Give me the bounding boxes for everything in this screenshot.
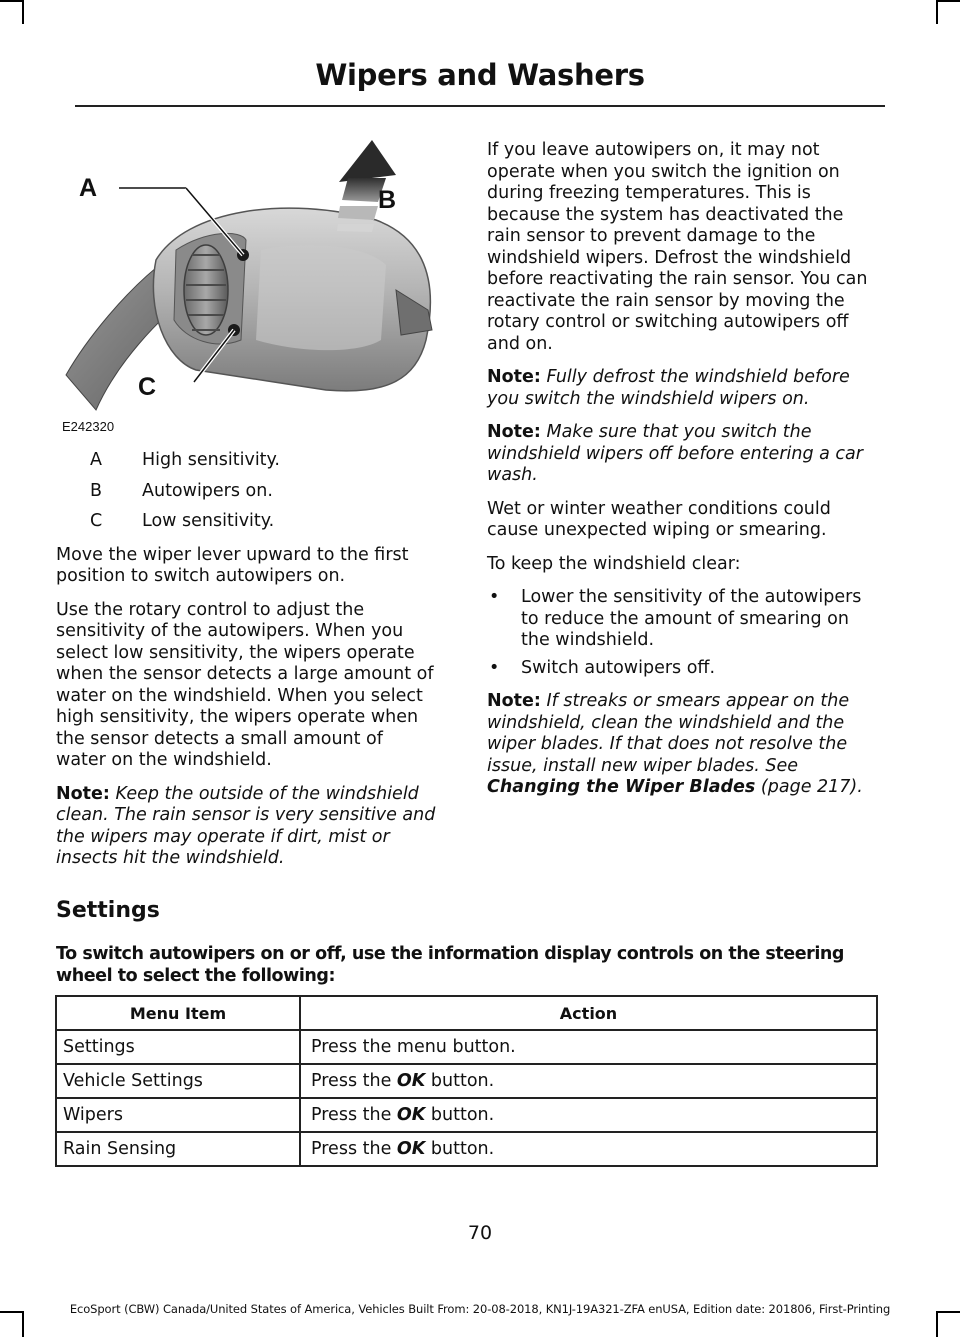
crop-mark <box>936 0 938 24</box>
page-reference: (page 217). <box>760 777 863 797</box>
action-text: Press the menu button. <box>311 1037 516 1057</box>
note-text: Make sure that you switch the windshield wipers off before entering a car wash. <box>487 422 863 485</box>
figure-legend <box>56 450 436 533</box>
rotary-control <box>184 245 228 335</box>
left-column <box>56 140 436 882</box>
callout-a-label: A <box>79 174 98 202</box>
note-text: Keep the outside of the windshield clean. The rain sensor is very sensitive and the wipers may operate if dirt, mist or insects hit the windshield. <box>56 783 436 868</box>
note-label: Note: <box>487 367 541 387</box>
legend-row <box>56 511 436 533</box>
note-paragraph <box>487 691 882 799</box>
note-paragraph <box>56 784 436 870</box>
action-text: button. <box>425 1105 495 1125</box>
menu-item-cell: Settings <box>56 1030 300 1064</box>
table-row <box>56 1098 877 1132</box>
legend-value: Low sensitivity. <box>142 511 275 531</box>
note-paragraph <box>487 367 882 410</box>
page-footer: EcoSport (CBW) Canada/United States of America, Vehicles Built From: 20-08-2018, KN1J-19A321-ZFA enUSA, Edition date: 201806, First-Printing <box>69 1302 891 1316</box>
legend-key: C <box>90 511 103 531</box>
note-text: Fully defrost the windshield before you switch the windshield wipers on. <box>487 367 850 409</box>
action-cell <box>300 1098 877 1132</box>
section-heading: Settings <box>56 898 160 923</box>
cross-reference-link[interactable]: Changing the Wiper Blades <box>487 777 756 797</box>
crop-mark <box>936 0 960 2</box>
action-cell <box>300 1064 877 1098</box>
legend-row <box>56 450 436 472</box>
wiper-lever-illustration <box>56 140 436 436</box>
legend-key: B <box>90 480 103 501</box>
body-paragraph: Move the wiper lever upward to the first position to switch autowipers on. <box>56 544 409 586</box>
header-divider <box>75 105 885 107</box>
action-text: Press the <box>311 1105 397 1125</box>
page-number: 70 <box>467 1222 493 1244</box>
action-cell <box>300 1132 877 1166</box>
section-intro: To switch autowipers on or off, use the information display controls on the steering wheel to select the following: <box>56 944 844 986</box>
wiper-lever-figure <box>56 140 436 436</box>
note-label: Note: <box>487 691 541 711</box>
menu-item-cell: Wipers <box>56 1098 300 1132</box>
crop-mark <box>0 0 24 2</box>
column-header-menu-item: Menu Item <box>56 996 300 1030</box>
body-paragraph: Wet or winter weather conditions could cause unexpected wiping or smearing. <box>487 498 831 540</box>
ok-label: OK <box>396 1139 426 1159</box>
action-cell <box>300 1030 877 1064</box>
crop-mark <box>22 0 24 24</box>
right-column <box>487 140 882 811</box>
ok-label: OK <box>396 1071 426 1091</box>
note-label: Note: <box>487 422 541 442</box>
note-paragraph <box>487 422 882 487</box>
body-paragraph: To keep the windshield clear: <box>487 553 741 574</box>
legend-row <box>56 481 436 503</box>
bullet-list <box>487 587 882 679</box>
column-header-action: Action <box>300 996 877 1030</box>
legend-value: High sensitivity. <box>142 450 280 470</box>
page-title: Wipers and Washers <box>315 58 645 92</box>
table-header-row <box>56 996 877 1030</box>
legend-key: A <box>90 450 102 470</box>
action-text: button. <box>425 1139 495 1159</box>
note-label: Note: <box>56 783 110 804</box>
list-item: • Lower the sensitivity of the autowipers to reduce the amount of smearing on the windshield. <box>487 587 882 652</box>
legend-value: Autowipers on. <box>142 480 273 501</box>
body-paragraph: If you leave autowipers on, it may not operate when you switch the ignition on during freezing temperatures. This is because the system has deactivated the rain sensor to prevent damage to the windshield wipers. Defrost the windshield before reactivating the rain sensor. You can reactivate the rain sensor by moving the rotary control or switching autowipers off and on. <box>487 140 868 354</box>
callout-c-label: C <box>138 373 157 401</box>
action-text: button. <box>425 1071 495 1091</box>
action-text: Press the <box>311 1139 397 1159</box>
settings-table <box>55 995 878 1167</box>
action-text: Press the <box>311 1071 397 1091</box>
table-row <box>56 1064 877 1098</box>
callout-b-label: B <box>378 186 397 214</box>
figure-id: E242320 <box>62 419 115 434</box>
ok-label: OK <box>396 1105 426 1125</box>
menu-item-cell: Rain Sensing <box>56 1132 300 1166</box>
body-paragraph: Use the rotary control to adjust the sensitivity of the autowipers. When you select low sensitivity, the wipers operate when the sensor detects a large amount of water on the windshield. When you select high sensitivity, the wipers operate when the sensor detects a small amount of water on the windshield. <box>56 599 434 770</box>
menu-item-cell: Vehicle Settings <box>56 1064 300 1098</box>
table-row <box>56 1030 877 1064</box>
list-item: • Switch autowipers off. <box>487 658 882 680</box>
note-text: If streaks or smears appear on the windshield, clean the windshield and the wiper blades. If that does not resolve the issue, install new wiper blades. See <box>487 691 850 776</box>
table-row <box>56 1132 877 1166</box>
